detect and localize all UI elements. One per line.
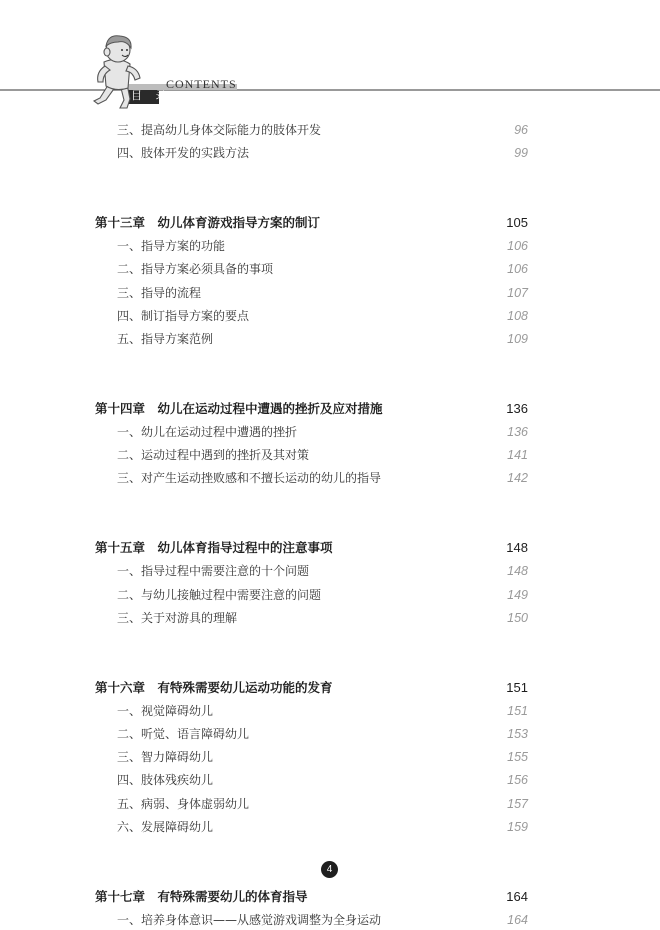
toc-page-number: 159 — [507, 819, 528, 834]
toc-page-number: 155 — [507, 750, 528, 765]
section-title: 六、发展障碍幼儿 — [117, 819, 214, 834]
toc-page-number: 105 — [506, 215, 528, 231]
toc-page-number: 156 — [507, 773, 528, 788]
section-title: 一、培养身体意识——从感觉游戏调整为全身运动 — [117, 912, 382, 927]
toc-section-row — [0, 445, 660, 465]
section-title: 三、关于对游具的理解 — [117, 610, 238, 625]
section-title: 一、幼儿在运动过程中遭遇的挫折 — [117, 425, 298, 439]
section-title: 四、肢体残疾幼儿 — [117, 773, 214, 788]
toc-section-row — [0, 259, 660, 279]
toc-section-row — [0, 724, 660, 744]
section-title: 一、视觉障碍幼儿 — [117, 703, 214, 718]
toc-page-number: 149 — [507, 587, 528, 602]
toc-page-number: 164 — [506, 888, 528, 904]
toc-page-number: 96 — [514, 123, 528, 137]
chapter-title: 第十七章 有特殊需要幼儿的体育指导 — [95, 888, 308, 904]
toc-section-row — [0, 306, 660, 326]
section-title: 四、制订指导方案的要点 — [117, 308, 250, 323]
mulu-label: 目 录 — [131, 89, 172, 102]
toc-page-number: 164 — [507, 912, 528, 927]
toc-page-number: 157 — [507, 796, 528, 811]
toc-page-number: 141 — [507, 448, 528, 463]
toc-section-row — [0, 468, 660, 488]
toc-page-number: 106 — [507, 239, 528, 254]
section-title: 三、指导的流程 — [117, 285, 202, 300]
running-child-illustration — [0, 0, 660, 115]
toc-page-number: 108 — [507, 308, 528, 323]
toc-section-row — [0, 283, 660, 303]
toc-section-row — [0, 817, 660, 837]
toc-chapter-row — [0, 399, 660, 419]
toc-section-row — [0, 770, 660, 790]
toc-page-number: 151 — [507, 703, 528, 718]
toc-chapter-row — [0, 678, 660, 698]
section-title: 四、肢体开发的实践方法 — [117, 146, 250, 161]
toc-section-row — [0, 561, 660, 581]
toc-page-number: 136 — [507, 425, 528, 439]
contents-label: CONTENTS — [166, 77, 237, 91]
toc-section-row — [0, 236, 660, 256]
section-title: 三、智力障碍幼儿 — [117, 750, 214, 765]
toc-chapter-row — [0, 213, 660, 233]
chapter-title: 第十三章 幼儿体育游戏指导方案的制订 — [95, 215, 321, 231]
toc-section-row — [0, 747, 660, 767]
toc-section-row — [0, 329, 660, 349]
toc-section-row — [0, 120, 660, 140]
section-title: 三、对产生运动挫败感和不擅长运动的幼儿的指导 — [117, 471, 382, 486]
section-title: 三、提高幼儿身体交际能力的肢体开发 — [117, 123, 322, 137]
section-title: 一、指导方案的功能 — [117, 239, 226, 254]
toc-page-number: 148 — [507, 564, 528, 579]
chapter-title: 第十四章 幼儿在运动过程中遭遇的挫折及应对措施 — [95, 401, 383, 416]
toc-section-row — [0, 422, 660, 442]
section-title: 五、病弱、身体虚弱幼儿 — [117, 796, 250, 811]
toc-page-number: 142 — [507, 471, 528, 486]
toc-section-row — [0, 608, 660, 628]
toc-page-number: 107 — [507, 285, 528, 300]
page-header — [0, 0, 660, 115]
toc-page-number: 109 — [507, 332, 528, 346]
section-title: 五、指导方案范例 — [117, 332, 214, 346]
toc-section-row — [0, 794, 660, 814]
toc-section-row — [0, 910, 660, 930]
toc-page-number: 153 — [507, 727, 528, 741]
toc-page-number: 136 — [506, 401, 528, 416]
toc-page-number: 106 — [507, 262, 528, 277]
toc-page-number: 99 — [514, 146, 528, 161]
toc-page-number: 151 — [506, 679, 528, 695]
toc-chapter-row — [0, 538, 660, 558]
section-title: 二、听觉、语言障碍幼儿 — [117, 727, 250, 741]
toc-chapter-row — [0, 887, 660, 907]
toc-page-number: 150 — [507, 610, 528, 625]
section-title: 二、指导方案必须具备的事项 — [117, 262, 274, 277]
toc-section-row — [0, 143, 660, 163]
section-title: 一、指导过程中需要注意的十个问题 — [117, 564, 310, 579]
section-title: 二、运动过程中遇到的挫折及其对策 — [117, 448, 310, 463]
toc-section-row — [0, 585, 660, 605]
toc-section-row — [0, 701, 660, 721]
chapter-title: 第十六章 有特殊需要幼儿运动功能的发育 — [95, 679, 333, 695]
section-title: 二、与幼儿接触过程中需要注意的问题 — [117, 587, 322, 602]
toc-page-number: 148 — [506, 540, 528, 556]
page-number: 4 — [321, 861, 338, 878]
chapter-title: 第十五章 幼儿体育指导过程中的注意事项 — [95, 540, 333, 556]
